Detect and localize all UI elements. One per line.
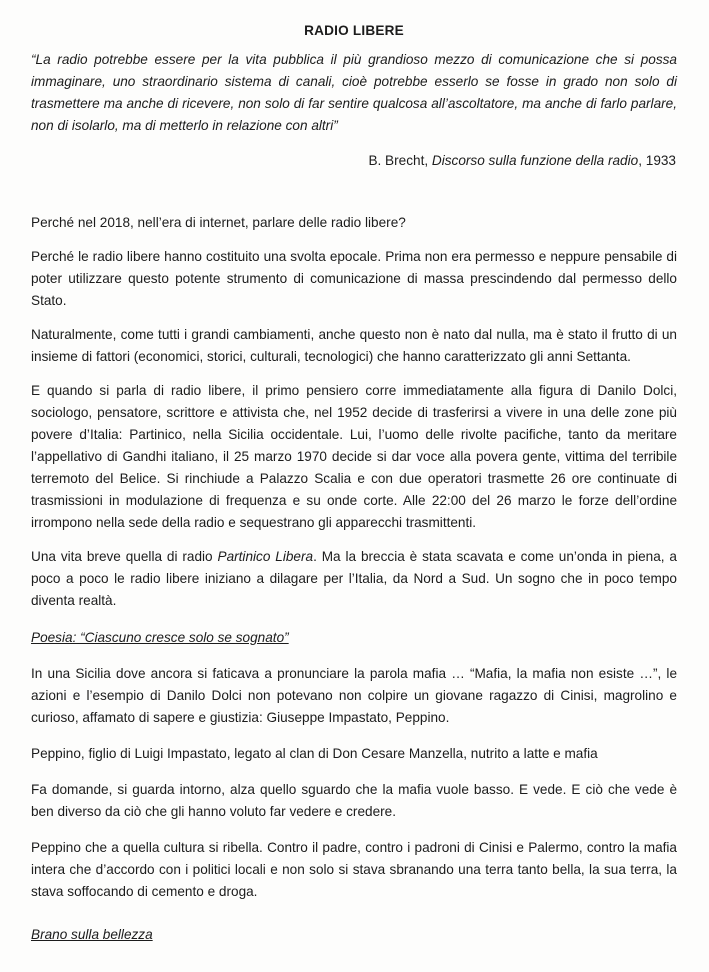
radio-paragraph-before: Una vita breve quella di radio [31,549,218,564]
paragraph-danilo-dolci: E quando si parla di radio libere, il primo pensiero corre immediatamente alla figura di Danilo Dolci, sociologo, pensatore, scrittore e attivista che, nel 1952 decide di trasferirsi a vivere in una delle zone più povere d’Italia: Partinico, nella Sicilia occidentale. Lui, l’uomo delle rivolte pacifiche, tanto da meritare l’appellativo di Gandhi italiano, il 25 marzo 1970 decide si dar voce alla povera gente, vittima del terribile terremoto del Belice. Si rinchiude a Palazzo Scalia e con due operatori trasmette 26 ore continuate di trasmissioni in modulazione di frequenza e su onde corte. Alle 22:00 del 26 marzo le forze dell’ordine irrompono nella sede della radio e sequestrano gli apparecchi trasmittenti. [31,383,677,530]
paragraph: Fa domande, si guarda intorno, alza quello sguardo che la mafia vuole basso. E vede. E ciò che vede è ben diverso da ciò che gli hanno voluto far vedere e credere. [31,782,677,819]
brecht-quote: “La radio potrebbe essere per la vita pubblica il più grandioso mezzo di comunicazione che si possa immaginare, uno straordinario sistema di canali, cioè potrebbe esserlo se fosse in grado non solo di trasmettere ma anche di ricevere, non solo di far sentire qualcosa all’ascoltatore, ma anche di farlo parlare, non di isolarlo, ma di metterlo in relazione con altri” [31,52,677,133]
paragraph-partinico-libera [31,546,677,612]
paragraph: Naturalmente, come tutti i grandi cambiamenti, anche questo non è nato dal nulla, ma è stato il frutto di un insieme di fattori (economici, storici, culturali, tecnologici) che hanno caratterizzato gli anni Settanta. [31,327,677,364]
attribution-work: Discorso sulla funzione della radio [431,153,639,168]
paragraph: Peppino, figlio di Luigi Impastato, legato al clan di Don Cesare Manzella, nutrito a latte e mafia [31,746,598,761]
section-heading-poesia: Poesia: “Ciascuno cresce solo se sognato” [31,630,289,645]
paragraph: In una Sicilia dove ancora si faticava a pronunciare la parola mafia … “Mafia, la mafia non esiste …”, le azioni e l’esempio di Danilo Dolci non potevano non colpire un giovane ragazzo di Cinisi, magrolino e curioso, affamato di sapere e giustizia: Giuseppe Impastato, Peppino. [31,666,677,725]
radio-paragraph-after: . Ma la breccia è stata scavata e come un’onda in piena, a poco a poco le radio libere iniziano a dilagare per l’Italia, da Nord a Sud. Un sogno che in poco tempo diventa realtà. [31,549,677,608]
intro-question: Perché nel 2018, nell’era di internet, parlare delle radio libere? [31,215,406,230]
paragraph: Perché le radio libere hanno costituito una svolta epocale. Prima non era permesso e neppure pensabile di poter utilizzare questo potente strumento di comunicazione di massa prescindendo dal permesso dello Stato. [31,249,677,308]
section-heading-bellezza: Brano sulla bellezza [31,927,153,942]
document-content [31,20,677,946]
document-title: RADIO LIBERE [304,23,404,38]
attribution-author: B. Brecht, [368,153,432,168]
quote-attribution [31,150,676,172]
attribution-year: , 1933 [638,153,676,168]
paragraph: Peppino che a quella cultura si ribella. Contro il padre, contro i padroni di Cinisi e Palermo, contro la mafia intera che d’accordo con i politici locali e non solo si stava sbranando una terra tanto bella, la sua terra, la stava soffocando di cemento e droga. [31,840,677,899]
radio-name: Partinico Libera [217,549,314,564]
